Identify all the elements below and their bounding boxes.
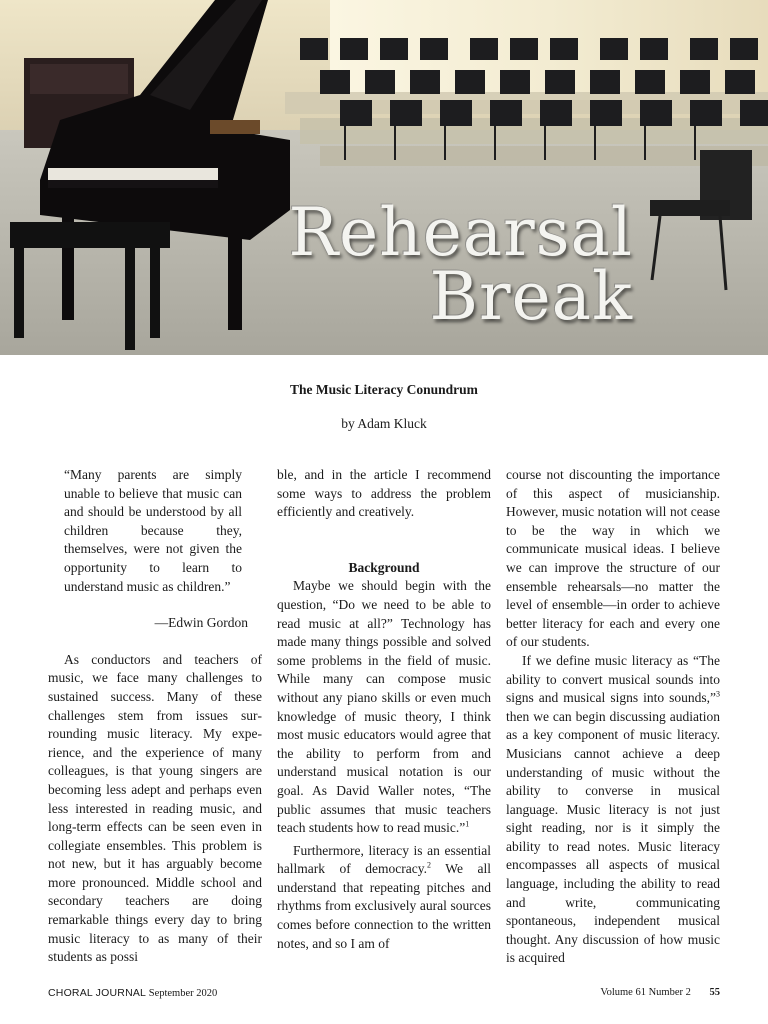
- body-paragraph: As conductors and teachers of music, we face many challenges to sustained success. Many of these challenges stem from issues surrounding music literacy. My experience, and the experience of many colleagues, is that young singers are becoming less adept and perhaps even less interested in reading music, and long-term effects can be seen even in collegiate ensembles. This problem is not new, but it has arguably become more pronounced. Middle school and secondary teachers are doing remarkable things every day to bring music literacy to as many of their students as possi: [48, 651, 262, 965]
- body-text: Furthermore, literacy is an essential hallmark of democracy.: [277, 842, 491, 877]
- issue-date: September 2020: [148, 988, 218, 999]
- page-number: 55: [709, 987, 720, 998]
- body-paragraph: [506, 652, 720, 968]
- footer-right: [600, 987, 720, 998]
- body-paragraph: [277, 577, 491, 837]
- footer-left: [48, 987, 217, 999]
- body-text: then we can begin discussing audiation as a key component of music literacy. Musicians cannot achieve a deep understanding of music without the ability to converse in musical language. Music literacy is not just sight reading, nor is it simply the ability to read notes. Music literacy encompasses all aspects of musical language, including the ability to read and write, communicating spontaneous, independent musical thought. Any discussion of how music is acquired: [506, 708, 720, 966]
- hero-title-line2: Break: [429, 258, 633, 335]
- epigraph-attribution: —Edwin Gordon: [154, 615, 248, 631]
- body-paragraph: ble, and in the article I recommend some ways to address the problem efficiently and creatively.: [277, 467, 491, 520]
- body-text: We all understand that repeating pitches and rhythms from exclusively aural sources comes before connection to the written notes, and so I am of: [277, 861, 491, 951]
- article-title: The Music Literacy Conundrum: [290, 382, 478, 397]
- body-paragraph: course not discounting the importance of this aspect of musicianship. However, music notation will not cease to be the way in which we communicate musical ideas. I believe we can improve the structure of our ensemble rehearsals—no matter the level of ensemble—in order to achieve better literacy for each and every one of our students.: [506, 467, 720, 650]
- body-paragraph: [277, 842, 491, 954]
- rehearsal-room-photo: [0, 0, 768, 355]
- column-1: [48, 466, 262, 967]
- masthead: CHORAL JOURNAL: [48, 987, 147, 999]
- footnote-marker: 3: [716, 689, 720, 699]
- epigraph-quote: “Many parents are simply unable to believe that music can and should be understood by all children because they, themselves, were not given the opportunity to learn to understand music as children.”: [64, 467, 242, 594]
- body-text: Maybe we should begin with the question, “Do we need to be able to read music at all?” Technology has made many things possible and solved some problems in the field of music. While many can compose music without any piano skills or even much knowledge of music theory, I think most music educators would agree that the ability to perform from and understand musical notation is our goal. As David Waller notes, “The public assumes that music teachers teach students how to read music.”: [277, 578, 491, 836]
- footnote-marker: 2: [427, 860, 432, 870]
- body-text: If we define music literacy as “The ability to convert musical sounds into signs and musical signs into sounds,”: [506, 652, 720, 706]
- column-3: [506, 466, 720, 968]
- hero-title-line1: Rehearsal: [288, 194, 633, 271]
- byline: by Adam Kluck: [341, 416, 427, 431]
- section-heading: Background: [348, 559, 420, 575]
- footnote-marker: 1: [465, 819, 470, 829]
- hero-photo: [0, 0, 768, 355]
- column-2: [277, 466, 491, 953]
- volume-info: Volume 61 Number 2: [600, 987, 691, 998]
